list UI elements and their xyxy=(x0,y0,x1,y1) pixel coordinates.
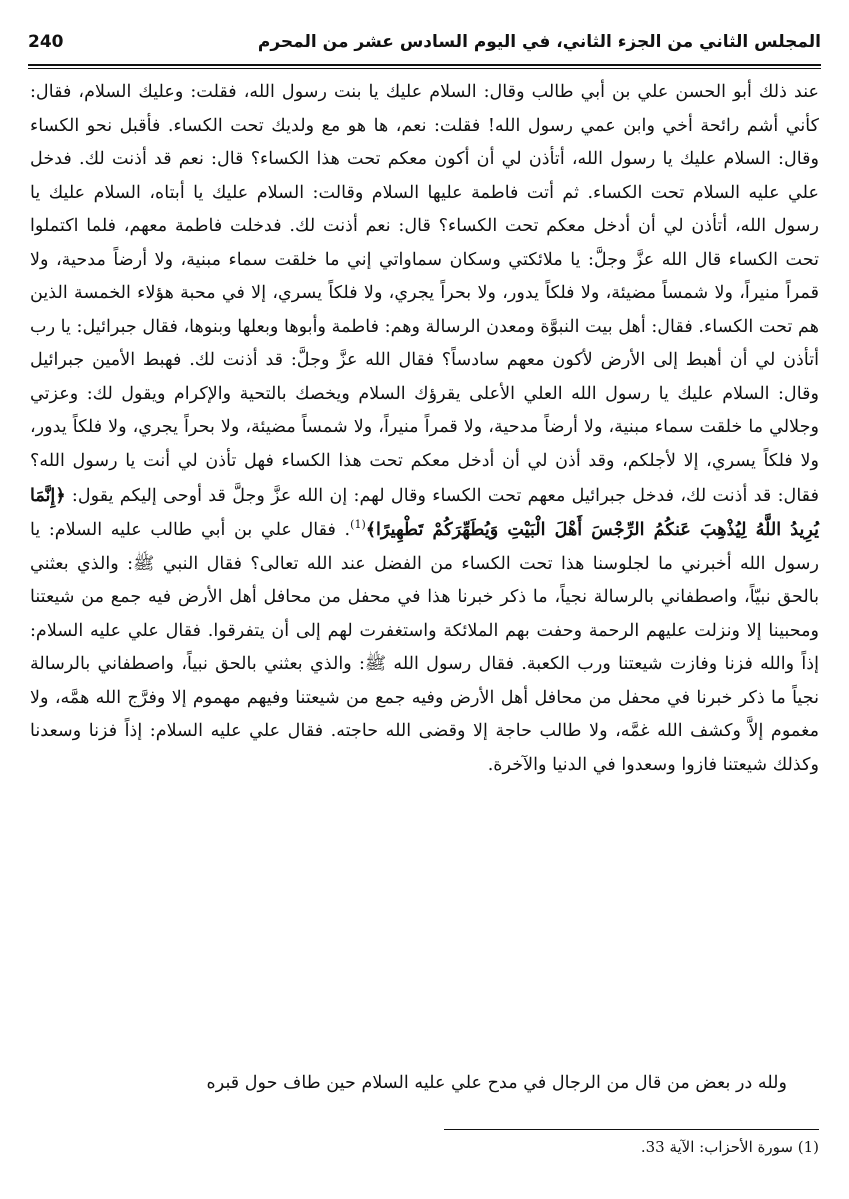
main-paragraph xyxy=(30,76,819,782)
header-rule-thin xyxy=(28,68,821,69)
footnote-rule xyxy=(444,1129,819,1130)
footnote: (1) سورة الأحزاب: الآية 33. xyxy=(640,1138,819,1156)
quran-verse: ﴿إِنَّمَا يُرِيدُ اللَّهُ لِيُذْهِبَ عَنكُمُ الرِّجْسَ أَهْلَ الْبَيْتِ وَيُطَهِّرَكُمْ تَطْهِيرًا﴾ xyxy=(30,484,819,541)
text-part-2: . فقال علي بن أبي طالب عليه السلام: يا رسول الله أخبرني ما لجلوسنا هذا تحت الكساء من الفضل عند الله تعالى؟ فقال النبي ﷺ: والذي بعثني بالحق نبيّاً، واصطفاني بالرسالة نجياً، ما ذكر خبرنا هذا في محفل من محافل أهل الأرض فيه جمع من شيعتنا ومحبينا إلا ونزلت عليهم الرحمة وحفت بهم الملائكة واستغفرت لهم إلى أن يتفرقوا. فقال علي عليه السلام: إذاً والله فزنا وفازت شيعتنا ورب الكعبة. فقال رسول الله ﷺ: والذي بعثني بالحق نبياً، واصطفاني بالرسالة نجياً ما ذكر خبرنا في محفل من محافل أهل الأرض وفيه جمع من شيعتنا وفيهم مهموم إلا وفرَّج الله همَّه، ولا مغموم إلاَّ وكشف الله غمَّه، ولا طالب حاجة إلا وقضى الله حاجته. فقال علي عليه السلام: إذاً فزنا وسعدنا وكذلك شيعتنا فازوا وسعدوا في الدنيا والآخرة. xyxy=(30,520,819,775)
page-number: 240 xyxy=(28,32,64,52)
text-part-1: عند ذلك أبو الحسن علي بن أبي طالب وقال: السلام عليك يا بنت رسول الله، فقلت: وعليك السلام، فقال: كأني أشم رائحة أخي وابن عمي رسول الله! فقلت: نعم، ها هو مع ولديك تحت الكساء. فأقبل نحو الكساء وقال: السلام عليك يا رسول الله، أتأذن لي أن أكون معكم تحت هذا الكساء؟ قال: نعم قد أذنت لك. فدخل علي عليه السلام تحت الكساء. ثم أتت فاطمة عليها السلام وقالت: السلام عليك يا أبتاه، السلام عليك يا رسول الله، أتأذن لي أن أدخل معكم تحت الكساء؟ قال: نعم أذنت لك. فدخلت فاطمة معهم، فلما اكتملوا تحت الكساء قال الله عزَّ وجلَّ: يا ملائكتي وسكان سماواتي إني ما خلقت سماء مبنية، ولا أرضاً مدحية، ولا قمراً منيراً، ولا شمساً مضيئة، ولا فلكاً يدور، ولا بحراً يجري، ولا فلكاً يسري، إلا في محبة هؤلاء الخمسة الذين هم تحت الكساء. فقال: أهل بيت النبوَّة ومعدن الرسالة وهم: فاطمة وأبوها وبعلها وبنوها، فقال جبرائيل: يا رب أتأذن لي أن أهبط إلى الأرض لأكون معهم سادساً؟ فقال الله عزَّ وجلَّ: قد أذنت لك. فهبط الأمين جبرائيل وقال: السلام عليك يا رسول الله العلي الأعلى يقرؤك السلام ويخصك بالتحية والإكرام ويقول لك: وعزتي وجلالي ما خلقت سماء مبنية، ولا أرضاً مدحية، ولا قمراً منيراً، ولا شمساً مضيئة، ولا بحراً يجري، ولا فلكاً يدور، ولا فلكاً يسري، إلا لأجلكم، وقد أذن لي أن أدخل معكم تحت هذا الكساء فهل تأذن لي أنت يا رسول الله؟ فقال: قد أذنت لك، فدخل جبرائيل معهم تحت الكساء وقال لهم: إن الله عزَّ وجلَّ قد أوحى إليكم يقول: xyxy=(30,82,819,506)
footnote-marker: (1) xyxy=(350,518,366,532)
running-header xyxy=(28,28,821,62)
header-rule xyxy=(28,64,821,66)
header-title: المجلس الثاني من الجزء الثاني، في اليوم السادس عشر من المحرم xyxy=(257,32,821,52)
main-text xyxy=(30,76,819,782)
poem-intro: ولله در بعض من قال من الرجال في مدح علي عليه السلام حين طاف حول قبره xyxy=(206,1073,787,1093)
